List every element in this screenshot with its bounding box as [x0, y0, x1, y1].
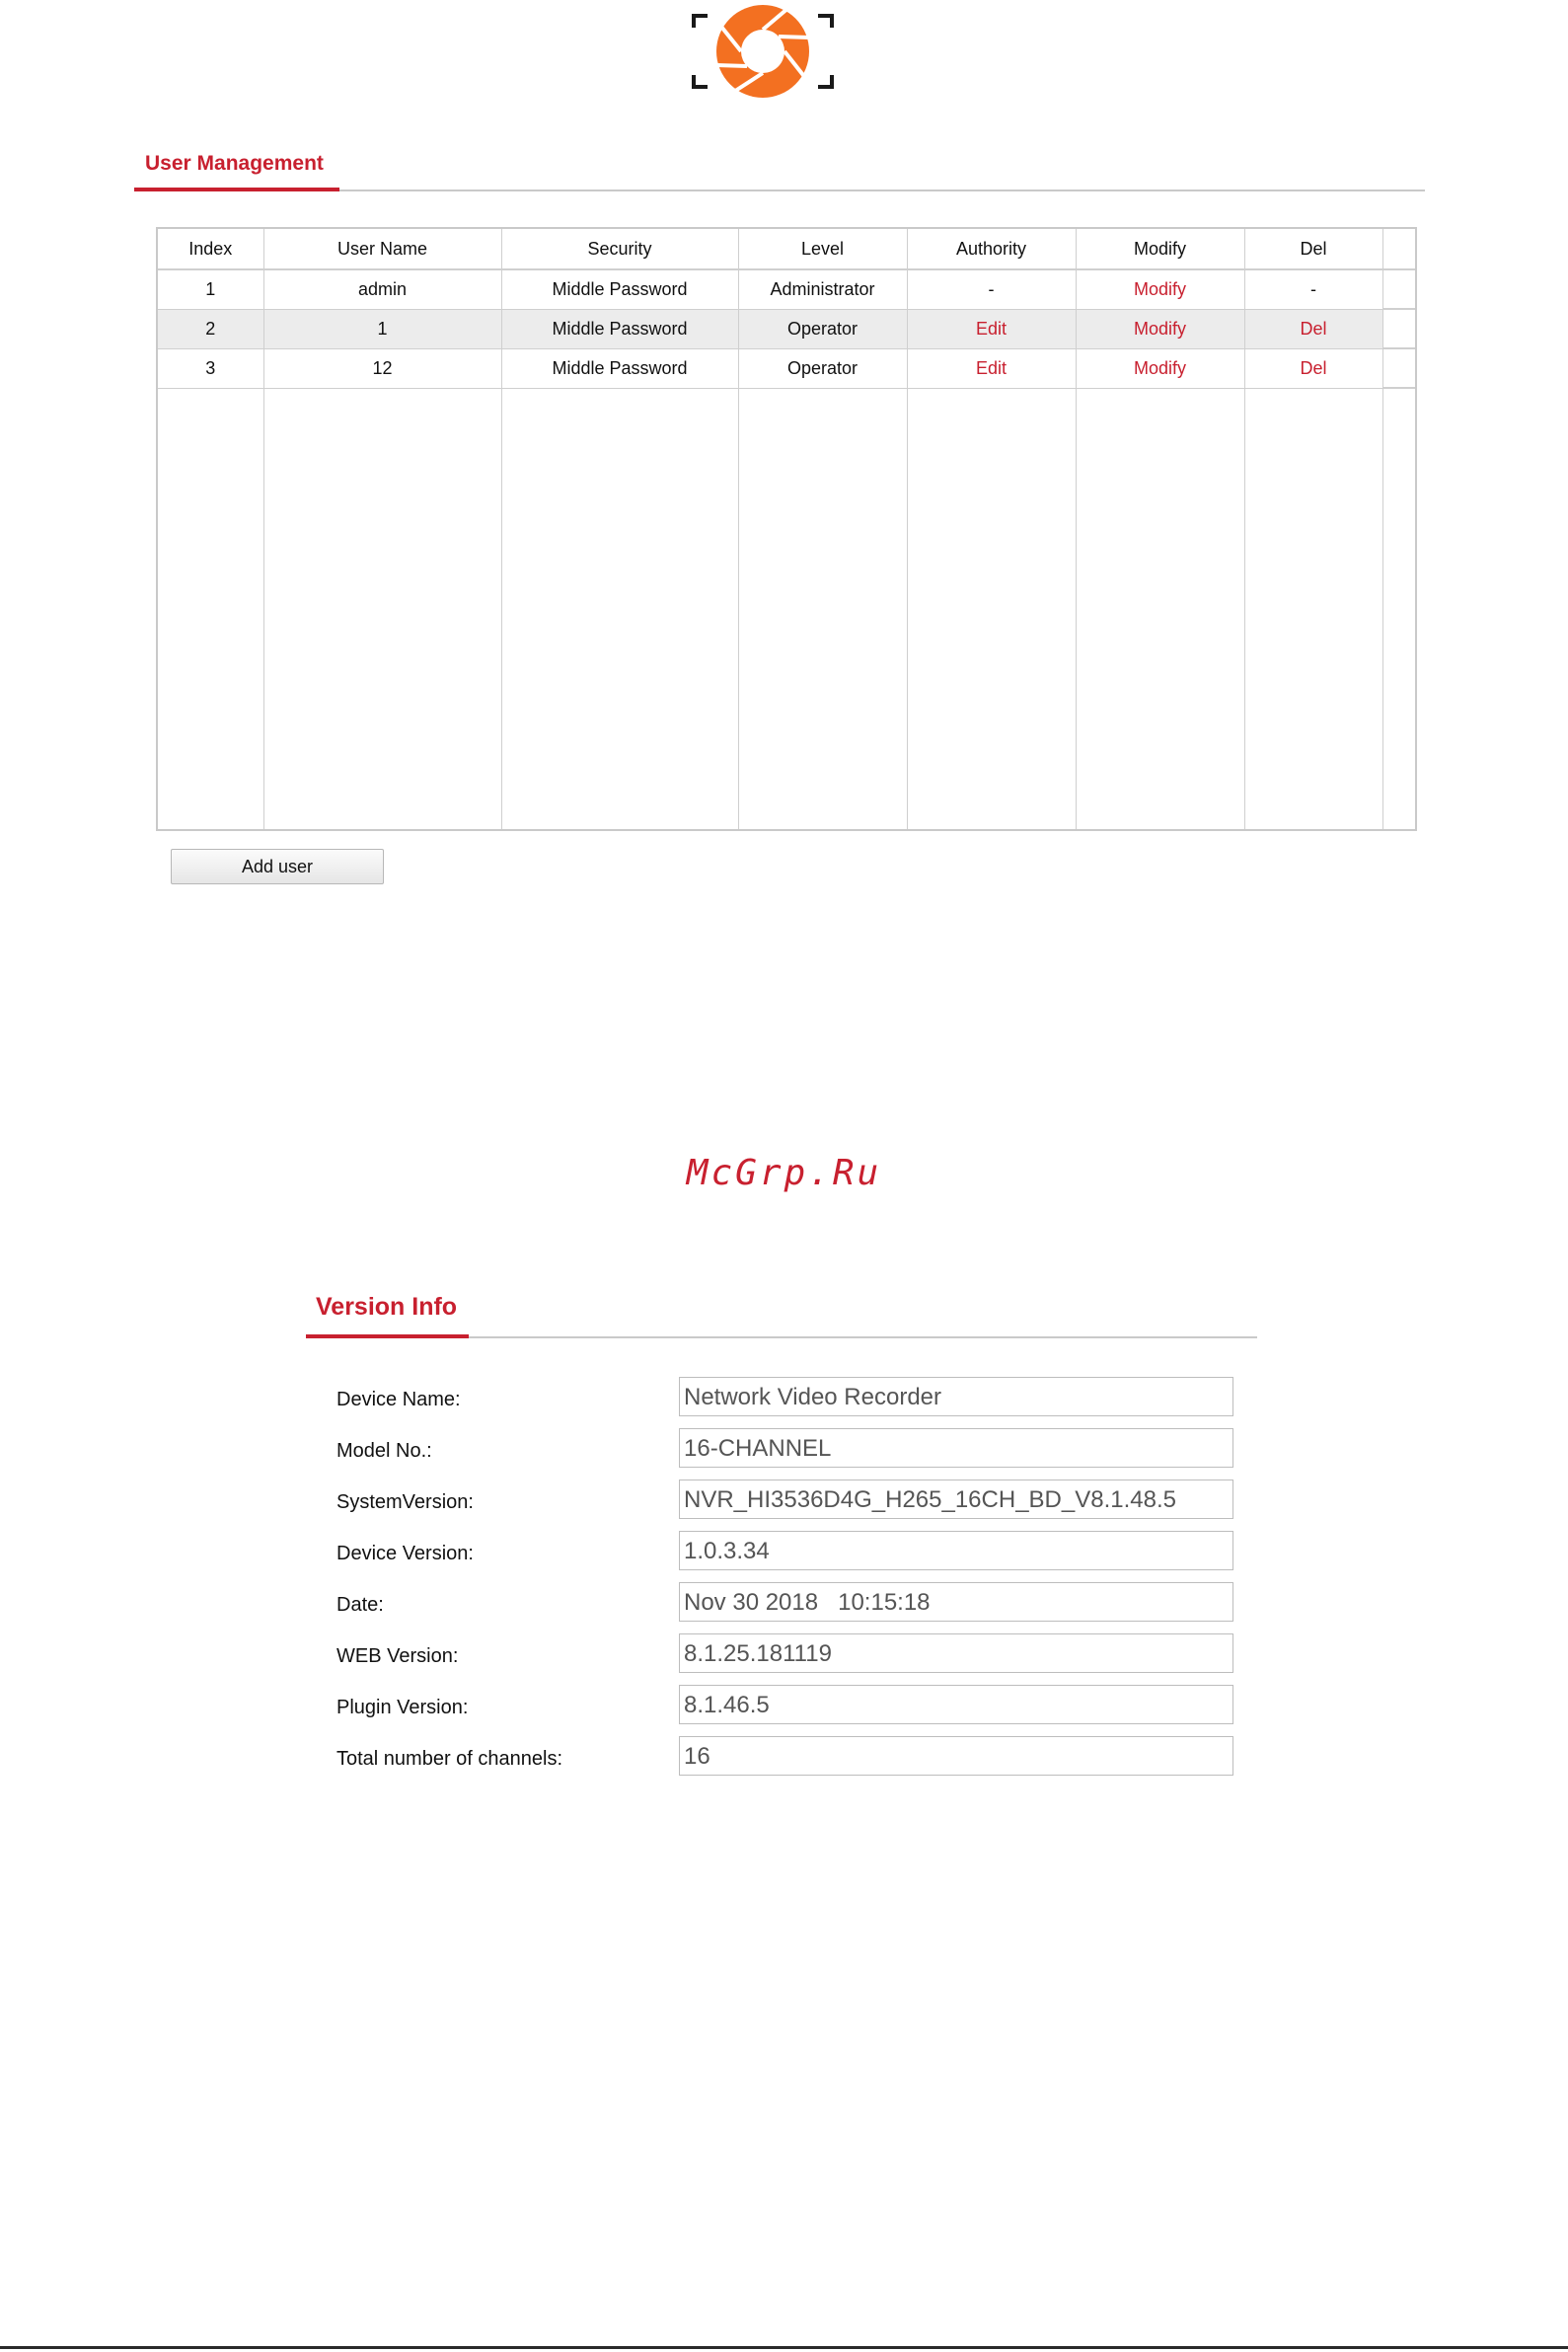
total-channels-label: Total number of channels: [336, 1748, 563, 1770]
header-active-underline [306, 1334, 469, 1338]
table-header-row [158, 229, 1382, 269]
empty-cell [158, 389, 263, 830]
cell-del: - [1244, 269, 1382, 310]
table-scrollbar[interactable] [1382, 229, 1415, 829]
cell-user-name: 1 [263, 310, 501, 349]
modify-link[interactable]: Modify [1076, 310, 1244, 349]
system-version-label: SystemVersion: [336, 1491, 474, 1513]
empty-cell [501, 389, 738, 830]
version-info-title: Version Info [316, 1293, 458, 1321]
cell-index: 1 [158, 269, 263, 310]
cell-level: Operator [738, 349, 907, 389]
modify-link[interactable]: Modify [1076, 269, 1244, 310]
device-version-label: Device Version: [336, 1543, 474, 1564]
column-header-security: Security [501, 229, 738, 269]
model-no-row [336, 1428, 1233, 1468]
system-version-field [679, 1479, 1233, 1519]
empty-cell [1076, 389, 1244, 830]
web-version-row [336, 1633, 1233, 1673]
web-version-field [679, 1633, 1233, 1673]
date-label: Date: [336, 1594, 384, 1616]
table-row[interactable] [158, 349, 1382, 389]
device-version-row [336, 1531, 1233, 1570]
user-management-title: User Management [145, 152, 324, 175]
column-header-modify: Modify [1076, 229, 1244, 269]
delete-link[interactable]: Del [1244, 349, 1382, 389]
cell-security: Middle Password [501, 310, 738, 349]
empty-cell [263, 389, 501, 830]
device-version-field [679, 1531, 1233, 1570]
system-version-row [336, 1479, 1233, 1519]
web-version-label: WEB Version: [336, 1645, 459, 1667]
column-header-del: Del [1244, 229, 1382, 269]
user-table [156, 227, 1417, 831]
column-header-level: Level [738, 229, 907, 269]
scroll-row-line [1383, 347, 1415, 349]
column-header-user-name: User Name [263, 229, 501, 269]
empty-table-area [158, 389, 1382, 830]
cell-index: 3 [158, 349, 263, 389]
edit-authority-link[interactable]: Edit [907, 349, 1076, 389]
empty-cell [907, 389, 1076, 830]
camera-aperture-icon [690, 4, 836, 99]
cell-index: 2 [158, 310, 263, 349]
cell-level: Administrator [738, 269, 907, 310]
edit-authority-link[interactable]: Edit [907, 310, 1076, 349]
column-header-index: Index [158, 229, 263, 269]
user-management-header [134, 150, 1425, 191]
device-name-row [336, 1377, 1233, 1416]
scroll-row-line [1383, 268, 1415, 270]
device-name-label: Device Name: [336, 1389, 461, 1410]
add-user-button[interactable]: Add user [171, 849, 384, 884]
date-row [336, 1582, 1233, 1622]
header-active-underline [134, 188, 339, 191]
total-channels-row [336, 1736, 1233, 1776]
table-row[interactable] [158, 269, 1382, 310]
model-no-label: Model No.: [336, 1440, 432, 1462]
cell-user-name: admin [263, 269, 501, 310]
cell-authority: - [907, 269, 1076, 310]
total-channels-field [679, 1736, 1233, 1776]
scroll-row-line [1383, 387, 1415, 389]
empty-cell [1244, 389, 1382, 830]
modify-link[interactable]: Modify [1076, 349, 1244, 389]
scroll-row-line [1383, 308, 1415, 310]
delete-link[interactable]: Del [1244, 310, 1382, 349]
cell-security: Middle Password [501, 269, 738, 310]
user-grid [158, 229, 1383, 829]
empty-cell [738, 389, 907, 830]
table-row[interactable] [158, 310, 1382, 349]
cell-user-name: 12 [263, 349, 501, 389]
version-info-header [306, 1287, 1257, 1338]
column-header-authority: Authority [907, 229, 1076, 269]
plugin-version-field [679, 1685, 1233, 1724]
watermark-text: McGrp.Ru [686, 1153, 882, 1193]
model-no-field [679, 1428, 1233, 1468]
plugin-version-row [336, 1685, 1233, 1724]
cell-level: Operator [738, 310, 907, 349]
device-name-field [679, 1377, 1233, 1416]
page-bottom-rule [0, 2346, 1568, 2349]
cell-security: Middle Password [501, 349, 738, 389]
date-field [679, 1582, 1233, 1622]
plugin-version-label: Plugin Version: [336, 1697, 469, 1718]
